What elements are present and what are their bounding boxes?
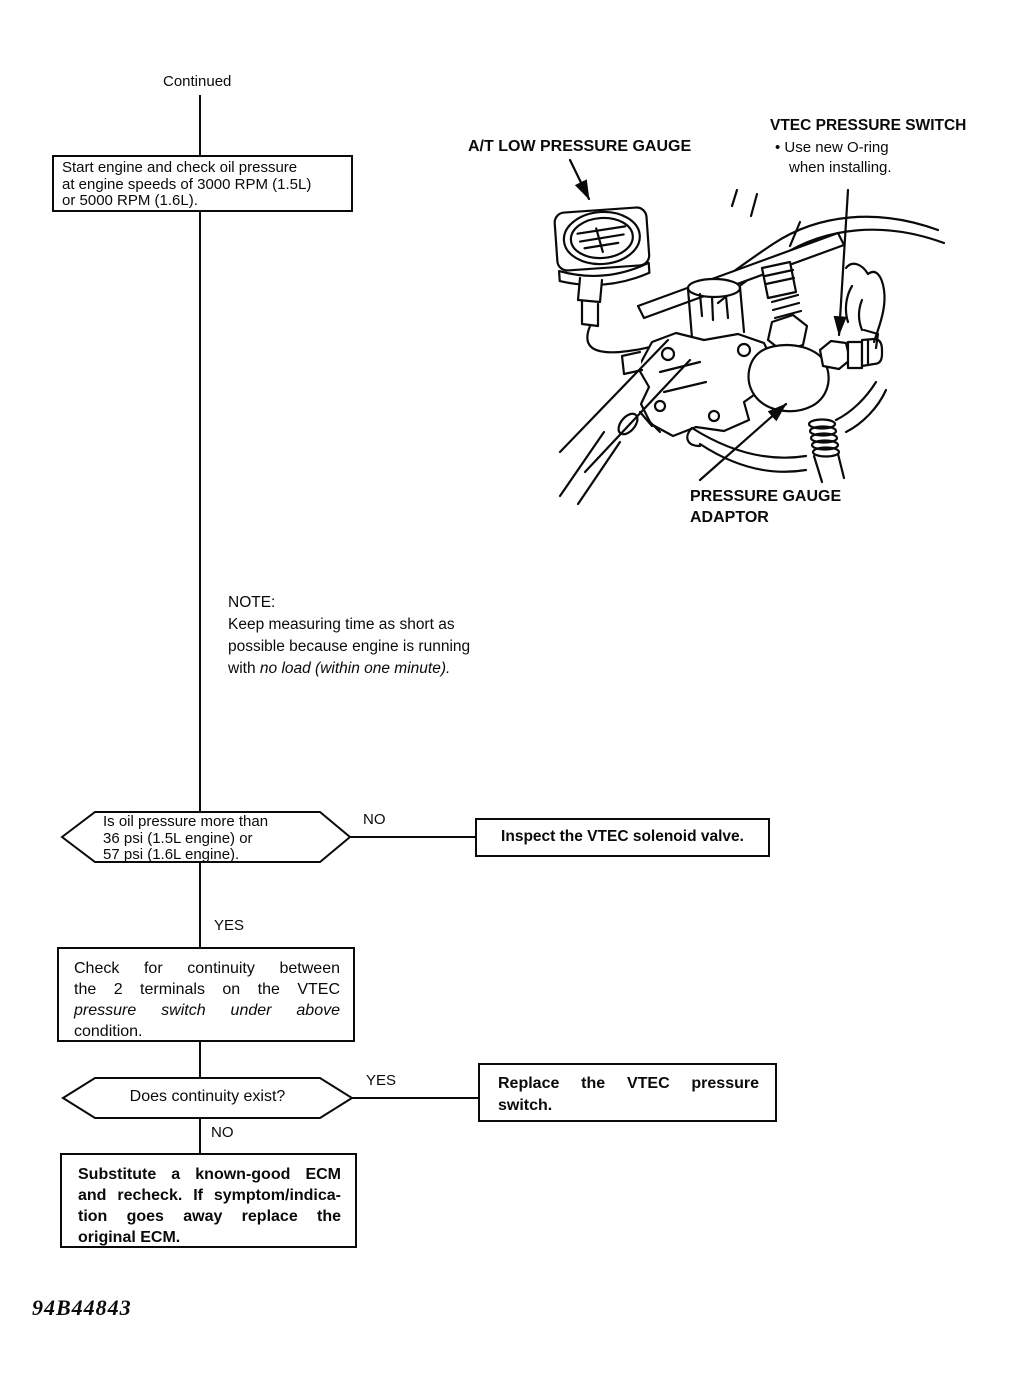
adaptor-label [690, 486, 841, 528]
decision2-no-label: NO [211, 1124, 234, 1141]
note-title: NOTE: [228, 594, 276, 611]
switch-note-line: • Use new O-ring [775, 139, 889, 156]
inspect-box [475, 818, 770, 857]
check-box-line: Check for continuity between [74, 960, 340, 977]
start-box-line: Start engine and check oil pressure [62, 159, 298, 176]
pressure-gauge-drawing [554, 207, 690, 352]
start-box-line: or 5000 RPM (1.6L). [62, 192, 198, 209]
substitute-ecm-box [60, 1153, 357, 1248]
replace-box [478, 1063, 777, 1122]
check-box-line: pressure switch under above [74, 1002, 340, 1019]
corrugated-hose [809, 420, 844, 483]
note-line: Keep measuring time as short as [228, 616, 455, 633]
adaptor-label-line: ADAPTOR [690, 509, 769, 526]
note-line: possible because engine is running [228, 638, 471, 655]
adaptor-label-line: PRESSURE GAUGE [690, 488, 842, 505]
substitute-box-line: and recheck. If symptom/indica- [78, 1187, 341, 1204]
decision2-text: Does continuity exist? [129, 1088, 286, 1105]
decision1-line: 57 psi (1.6L engine). [103, 846, 240, 863]
note-line-regular: with [228, 660, 256, 677]
substitute-box-line: Substitute a known-good ECM [78, 1166, 341, 1183]
gauge-label: A/T LOW PRESSURE GAUGE [468, 138, 692, 155]
check-continuity-box [57, 947, 355, 1042]
decision1-no-label: NO [363, 811, 386, 828]
switch-drawing [820, 339, 882, 369]
decision1-line: Is oil pressure more than [103, 813, 269, 830]
decision1-yes-label: YES [214, 917, 245, 934]
decision1-line: 36 psi (1.5L engine) or [103, 829, 253, 847]
replace-box-line: Replace the VTEC pressure [498, 1075, 759, 1092]
note-line-italic: no load (within one minute). [259, 660, 451, 677]
check-box-line: condition. [74, 1023, 143, 1040]
inspect-box-label: Inspect the VTEC solenoid valve. [501, 828, 744, 845]
figure-code: 94B44843 [32, 1295, 132, 1320]
note-block [228, 592, 470, 680]
substitute-box-line: tion goes away replace the [78, 1208, 341, 1225]
check-box-line: the 2 terminals on the VTEC [74, 981, 340, 998]
start-box-line: at engine speeds of 3000 RPM (1.5L) [62, 175, 312, 193]
note-line [228, 658, 470, 680]
continued-label: Continued [163, 73, 232, 90]
switch-note-line: when installing. [789, 159, 892, 176]
start-box [52, 155, 353, 212]
solenoid-cylinder [688, 279, 744, 338]
decision2-yes-label: YES [366, 1072, 397, 1089]
switch-label: VTEC PRESSURE SWITCH [770, 117, 967, 134]
decision1-text [103, 814, 338, 864]
adaptor-drawing [749, 262, 829, 411]
engine-mount-outline [846, 264, 885, 348]
substitute-box-line: original ECM. [78, 1229, 181, 1246]
replace-box-line: switch. [498, 1097, 553, 1114]
gauge-callout-arrow-icon [570, 160, 589, 199]
engine-illustration [554, 160, 944, 504]
